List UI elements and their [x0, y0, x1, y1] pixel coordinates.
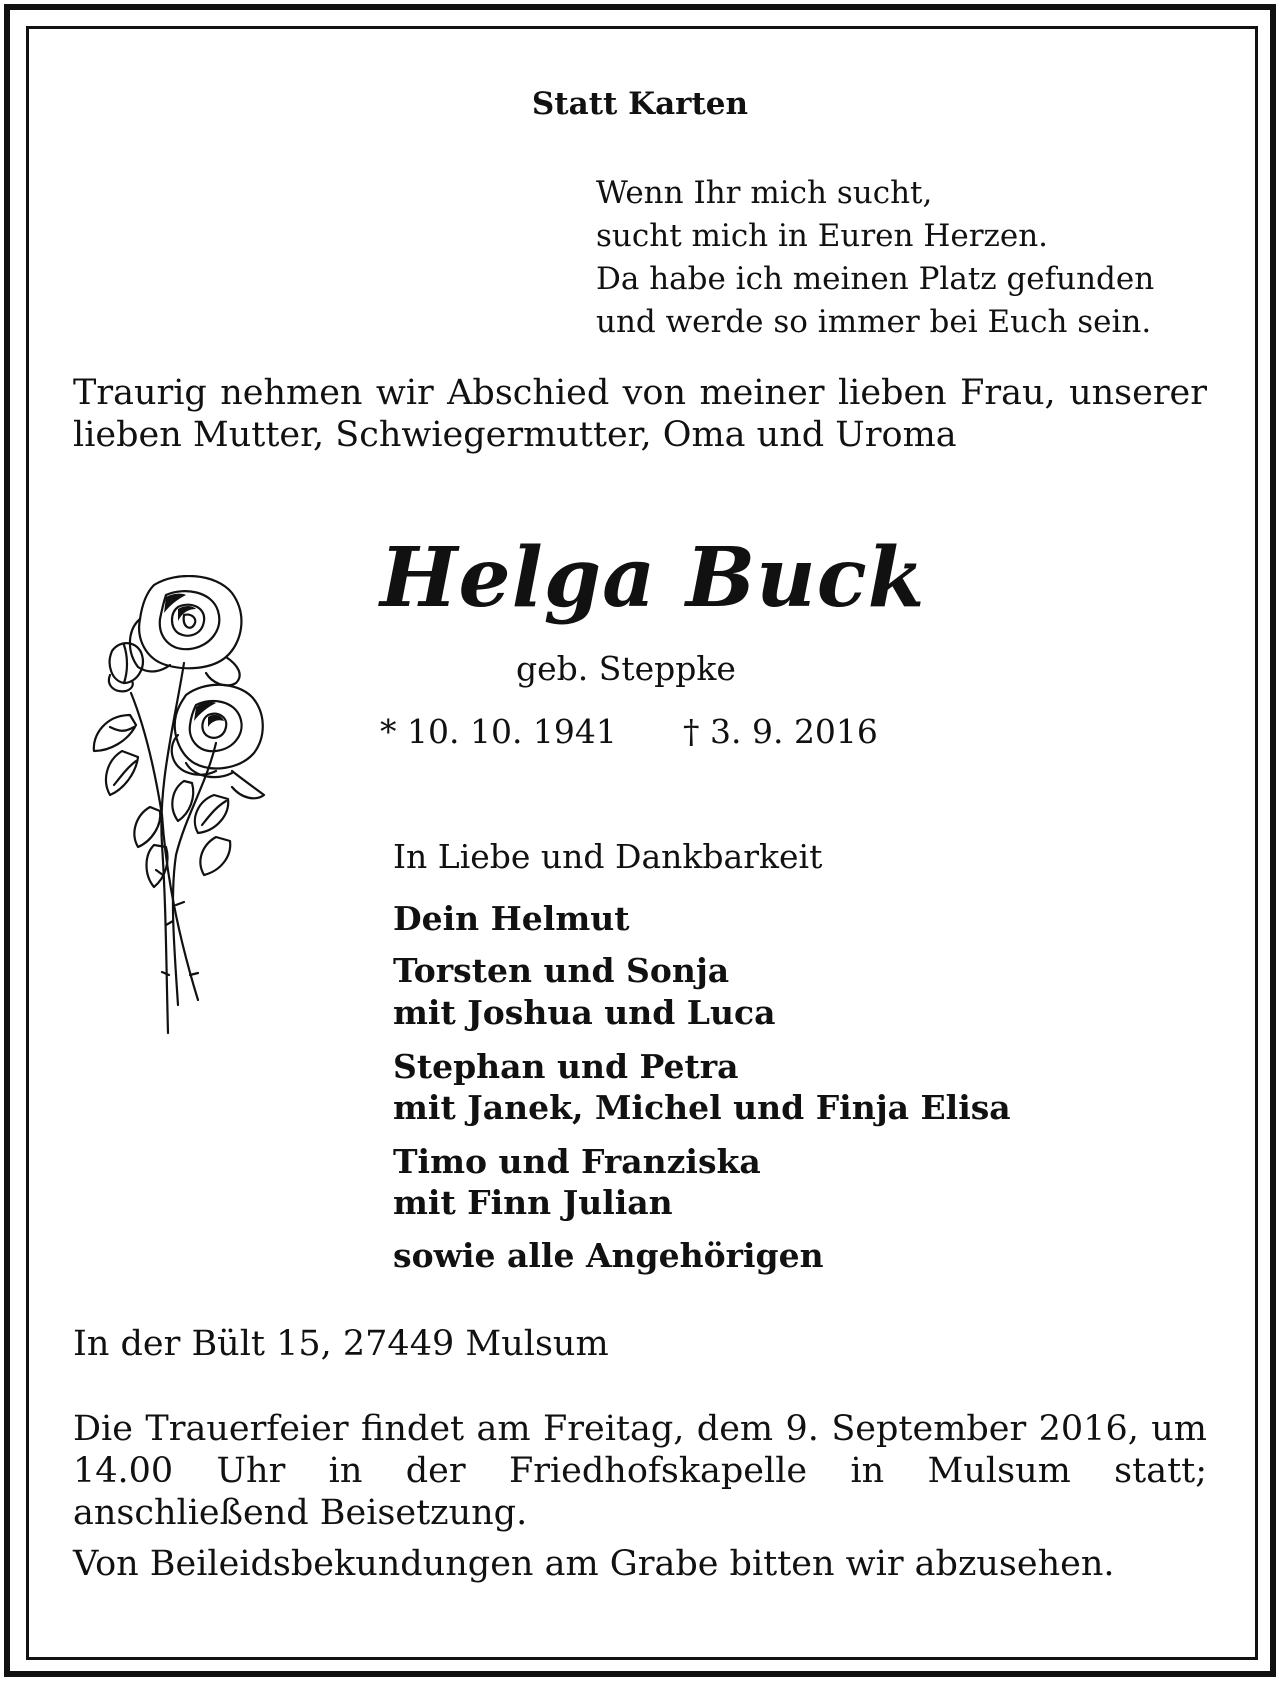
- address: In der Bült 15, 27449 Mulsum: [73, 1324, 609, 1364]
- rose-icon: [66, 575, 296, 1045]
- header-title: Statt Karten: [531, 86, 749, 122]
- poem-line: Wenn Ihr mich sucht,: [596, 175, 933, 211]
- intro-text: Traurig nehmen wir Abschied von meiner lieben Frau, unserer lieben Mutter, Schwiegermutter, Oma und Uroma: [73, 373, 1207, 455]
- mourner-line: mit Joshua und Luca: [393, 993, 776, 1032]
- mourner-line: Timo und Franziska: [393, 1142, 761, 1181]
- deceased-name: Helga Buck: [380, 530, 926, 626]
- ceremony-text: Die Trauerfeier findet am Freitag, dem 9. September 2016, um 14.00 Uhr in der Friedhofskapelle in Mulsum statt; anschließend Beisetzung.: [73, 1409, 1207, 1533]
- birth-date: * 10. 10. 1941: [380, 712, 617, 751]
- poem-line: und werde so immer bei Euch sein.: [596, 304, 1152, 340]
- poem-line: Da habe ich meinen Platz gefunden: [596, 261, 1155, 297]
- mourner-line: mit Finn Julian: [393, 1183, 673, 1222]
- mourner-line: Dein Helmut: [393, 899, 630, 938]
- maiden-name: geb. Steppke: [516, 649, 736, 688]
- mourner-line: mit Janek, Michel und Finja Elisa: [393, 1088, 1011, 1127]
- mourner-line: sowie alle Angehörigen: [393, 1236, 824, 1275]
- mourner-line: Stephan und Petra: [393, 1047, 739, 1086]
- mourner-line: Torsten und Sonja: [393, 951, 730, 990]
- poem-line: sucht mich in Euren Herzen.: [596, 218, 1049, 254]
- death-date: † 3. 9. 2016: [683, 712, 878, 751]
- mourners-intro: In Liebe und Dankbarkeit: [393, 837, 823, 876]
- closing-text: Von Beileidsbekundungen am Grabe bitten wir abzusehen.: [73, 1544, 1115, 1584]
